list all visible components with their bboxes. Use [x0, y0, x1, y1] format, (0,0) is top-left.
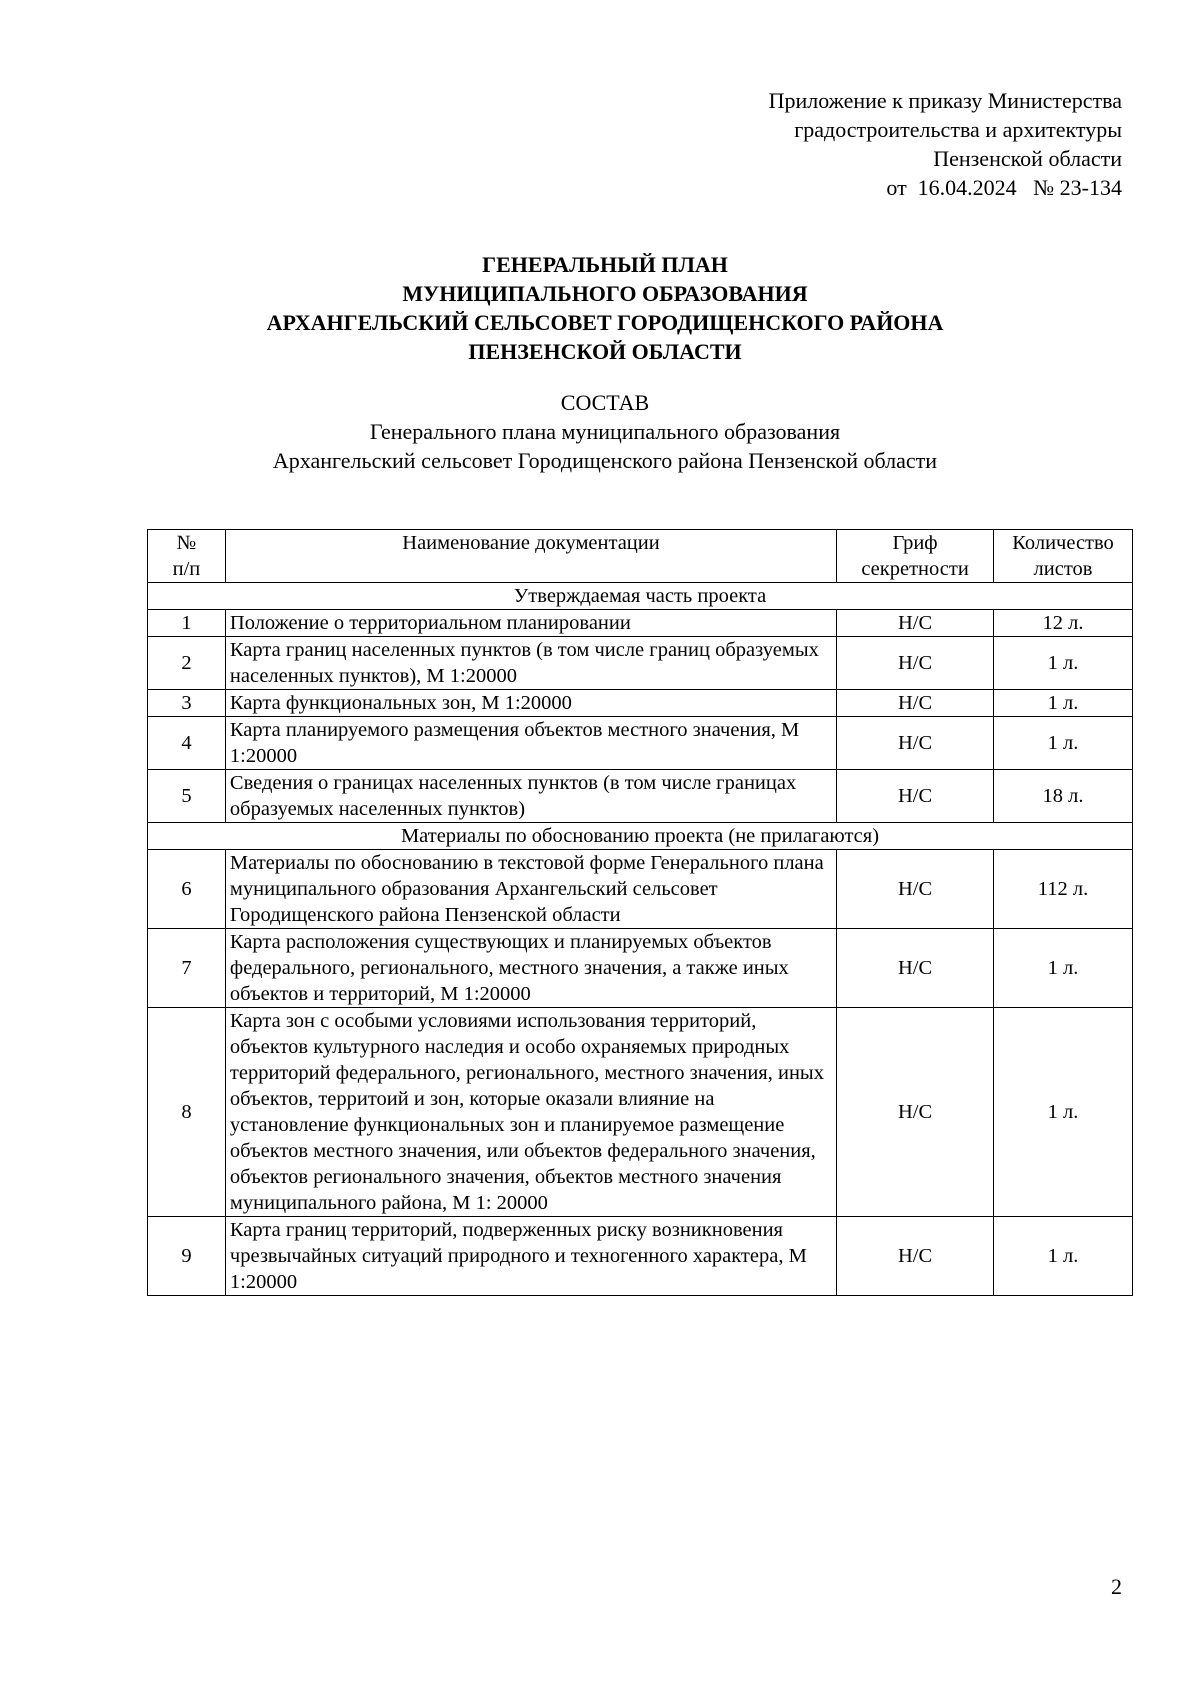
section-justification: Материалы по обоснованию проекта (не прилагаются)	[148, 823, 1133, 850]
appendix-line: Приложение к приказу Министерства	[768, 88, 1122, 113]
row-num: 9	[148, 1217, 226, 1296]
table-row	[148, 717, 1133, 770]
row-qty: 12 л.	[994, 610, 1133, 637]
row-num: 5	[148, 770, 226, 823]
table-row	[148, 850, 1133, 929]
table-row	[148, 610, 1133, 637]
row-name: Карта границ населенных пунктов (в том числе границ образуемых населенных пунктов), М 1:20000	[225, 637, 836, 690]
row-num: 1	[148, 610, 226, 637]
table-row	[148, 1008, 1133, 1217]
row-name: Карта границ территорий, подверженных риску возникновения чрезвычайных ситуаций природного и техногенного характера, М 1:20000	[225, 1217, 836, 1296]
row-num: 7	[148, 929, 226, 1008]
row-grif: Н/С	[837, 1217, 994, 1296]
header-name: Наименование документации	[225, 530, 836, 583]
title-line: ГЕНЕРАЛЬНЫЙ ПЛАН	[482, 252, 728, 277]
row-qty: 18 л.	[994, 770, 1133, 823]
table-row	[148, 929, 1133, 1008]
header-qty	[994, 530, 1133, 583]
header-qty-line2: листов	[1033, 558, 1093, 580]
table-row	[148, 637, 1133, 690]
row-name: Карта зон с особыми условиями использования территорий, объектов культурного наследия и особо охраняемых природных территорий федерального, регионального, местного значения, иных объектов, территоий и зон, которые оказали влияние на установление функциональных зон и планируемое размещение объектов местного значения, или объектов федерального значения, объектов регионального значения, объектов местного значения муниципального района, М 1: 20000	[225, 1008, 836, 1217]
row-num: 3	[148, 690, 226, 717]
header-num-line1: №	[176, 532, 197, 554]
row-qty: 1 л.	[994, 929, 1133, 1008]
header-grif	[837, 530, 994, 583]
row-name: Карта функциональных зон, М 1:20000	[225, 690, 836, 717]
subtitle-line: Архангельский сельсовет Городищенского района Пензенской области	[272, 448, 938, 473]
row-grif: Н/С	[837, 717, 994, 770]
row-grif: Н/С	[837, 850, 994, 929]
table-row	[148, 690, 1133, 717]
appendix-line: градостроительства и архитектуры	[794, 117, 1122, 142]
row-num: 8	[148, 1008, 226, 1217]
appendix-line: Пензенской области	[933, 146, 1122, 171]
row-qty: 112 л.	[994, 850, 1133, 929]
document-subtitle	[150, 388, 1060, 475]
appendix-order-number: от 16.04.2024 № 23-134	[886, 175, 1122, 200]
row-name: Сведения о границах населенных пунктов (в том числе границах образуемых населенных пунктов)	[225, 770, 836, 823]
composition-table	[147, 529, 1133, 1296]
table-row	[148, 1217, 1133, 1296]
row-name: Карта расположения существующих и планируемых объектов федерального, регионального, местного значения, а также иных объектов и территорий, М 1:20000	[225, 929, 836, 1008]
header-qty-line1: Количество	[1012, 532, 1114, 554]
row-grif: Н/С	[837, 770, 994, 823]
table-header-row	[148, 530, 1133, 583]
row-num: 6	[148, 850, 226, 929]
document-title	[150, 250, 1060, 366]
row-num: 4	[148, 717, 226, 770]
row-qty: 1 л.	[994, 1008, 1133, 1217]
row-qty: 1 л.	[994, 1217, 1133, 1296]
header-grif-line1: Гриф	[892, 532, 938, 554]
header-num-line2: п/п	[172, 558, 201, 580]
page-number: 2	[1111, 1574, 1122, 1599]
row-num: 2	[148, 637, 226, 690]
row-grif: Н/С	[837, 690, 994, 717]
row-qty: 1 л.	[994, 690, 1133, 717]
header-num	[148, 530, 226, 583]
header-grif-line2: секретности	[861, 558, 969, 580]
title-line: АРХАНГЕЛЬСКИЙ СЕЛЬСОВЕТ ГОРОДИЩЕНСКОГО РАЙОНА	[266, 310, 944, 335]
row-qty: 1 л.	[994, 637, 1133, 690]
section-row	[148, 583, 1133, 610]
row-grif: Н/С	[837, 610, 994, 637]
row-name: Карта планируемого размещения объектов местного значения, М 1:20000	[225, 717, 836, 770]
row-qty: 1 л.	[994, 717, 1133, 770]
appendix-header	[769, 86, 1122, 202]
row-name: Положение о территориальном планировании	[225, 610, 836, 637]
title-line: МУНИЦИПАЛЬНОГО ОБРАЗОВАНИЯ	[402, 281, 808, 306]
subtitle-line: СОСТАВ	[560, 390, 650, 415]
subtitle-line: Генерального плана муниципального образования	[369, 419, 841, 444]
row-name: Материалы по обоснованию в текстовой форме Генерального плана муниципального образования Архангельский сельсовет Городищенского района Пензенской области	[225, 850, 836, 929]
section-approved: Утверждаемая часть проекта	[148, 583, 1133, 610]
row-grif: Н/С	[837, 929, 994, 1008]
row-grif: Н/С	[837, 1008, 994, 1217]
row-grif: Н/С	[837, 637, 994, 690]
section-row	[148, 823, 1133, 850]
table-row	[148, 770, 1133, 823]
title-line: ПЕНЗЕНСКОЙ ОБЛАСТИ	[468, 339, 742, 364]
